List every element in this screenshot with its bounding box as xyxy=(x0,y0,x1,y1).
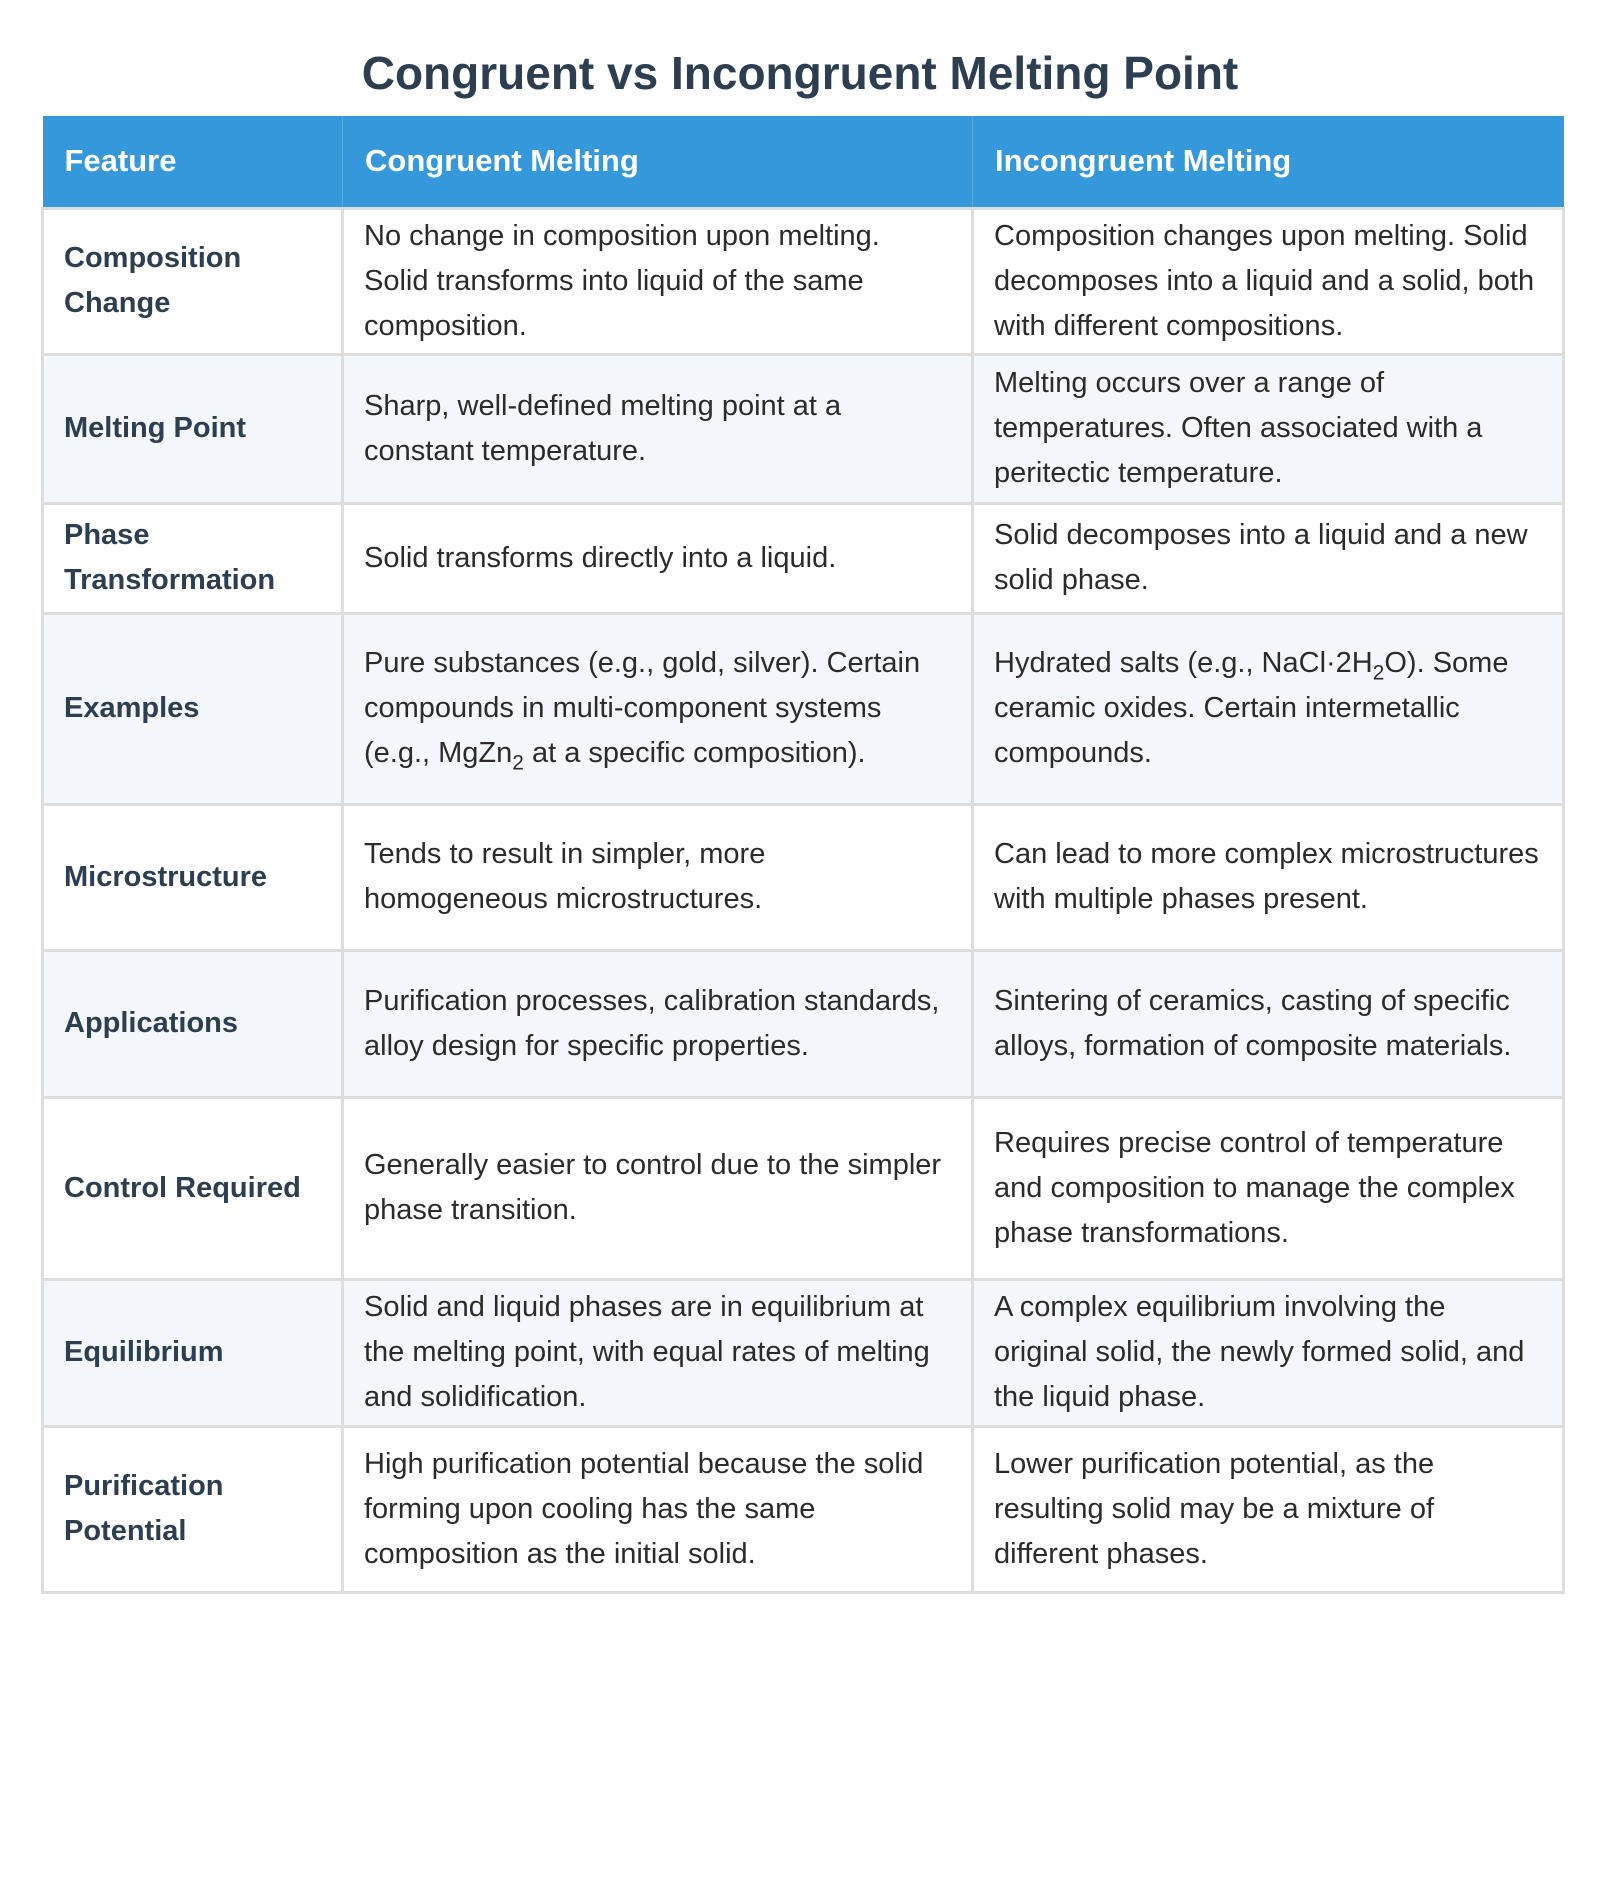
text-part: O). Some ceramic oxides. Certain intermetallic compounds. xyxy=(994,647,1509,769)
text-part: at a specific composition). xyxy=(523,737,866,769)
feature-cell: Melting Point xyxy=(43,354,343,503)
incongruent-cell: A complex equilibrium involving the original solid, the newly formed solid, and the liquid phase. xyxy=(973,1279,1564,1426)
table-row xyxy=(43,354,1564,503)
subscript: 2 xyxy=(1372,661,1385,685)
table-row xyxy=(43,1426,1564,1592)
congruent-cell: Generally easier to control due to the simpler phase transition. xyxy=(343,1097,973,1279)
congruent-cell: High purification potential because the solid forming upon cooling has the same composition as the initial solid. xyxy=(343,1426,973,1592)
incongruent-cell xyxy=(973,613,1564,804)
incongruent-cell: Can lead to more complex microstructures with multiple phases present. xyxy=(973,804,1564,950)
congruent-cell: Tends to result in simpler, more homogeneous microstructures. xyxy=(343,804,973,950)
feature-cell: Composition Change xyxy=(43,208,343,354)
incongruent-cell: Melting occurs over a range of temperatures. Often associated with a peritectic temperature. xyxy=(973,354,1564,503)
incongruent-cell: Lower purification potential, as the resulting solid may be a mixture of different phases. xyxy=(973,1426,1564,1592)
page-title: Congruent vs Incongruent Melting Point xyxy=(361,47,1239,99)
text-part: Pure substances (e.g., gold, silver). Certain compounds in multi-component systems (e.g., MgZn xyxy=(364,647,921,769)
congruent-cell: No change in composition upon melting. Solid transforms into liquid of the same composition. xyxy=(343,208,973,354)
table-row xyxy=(43,1097,1564,1279)
table-row xyxy=(43,208,1564,354)
table-row xyxy=(43,613,1564,804)
feature-cell: Microstructure xyxy=(43,804,343,950)
table-row xyxy=(43,1279,1564,1426)
table-row xyxy=(43,503,1564,613)
comparison-table xyxy=(41,116,1565,1594)
table-row xyxy=(43,804,1564,950)
congruent-cell: Sharp, well-defined melting point at a constant temperature. xyxy=(343,354,973,503)
feature-cell: Purification Potential xyxy=(43,1426,343,1592)
incongruent-cell: Composition changes upon melting. Solid decomposes into a liquid and a solid, both with different compositions. xyxy=(973,208,1564,354)
feature-cell: Applications xyxy=(43,950,343,1097)
feature-cell: Phase Transformation xyxy=(43,503,343,613)
incongruent-cell: Requires precise control of temperature and composition to manage the complex phase transformations. xyxy=(973,1097,1564,1279)
feature-cell: Control Required xyxy=(43,1097,343,1279)
congruent-cell: Solid and liquid phases are in equilibrium at the melting point, with equal rates of melting and solidification. xyxy=(343,1279,973,1426)
congruent-cell: Purification processes, calibration standards, alloy design for specific properties. xyxy=(343,950,973,1097)
header-feature: Feature xyxy=(43,116,343,208)
table-header-row xyxy=(43,116,1564,208)
incongruent-cell: Solid decomposes into a liquid and a new solid phase. xyxy=(973,503,1564,613)
subscript: 2 xyxy=(512,751,524,775)
text-part: Hydrated salts (e.g., NaCl·2H xyxy=(994,647,1373,679)
feature-cell: Examples xyxy=(43,613,343,804)
congruent-cell: Solid transforms directly into a liquid. xyxy=(343,503,973,613)
header-incongruent: Incongruent Melting xyxy=(973,116,1564,208)
feature-cell: Equilibrium xyxy=(43,1279,343,1426)
table-row xyxy=(43,950,1564,1097)
congruent-cell xyxy=(343,613,973,804)
incongruent-cell: Sintering of ceramics, casting of specific alloys, formation of composite materials. xyxy=(973,950,1564,1097)
header-congruent: Congruent Melting xyxy=(343,116,973,208)
